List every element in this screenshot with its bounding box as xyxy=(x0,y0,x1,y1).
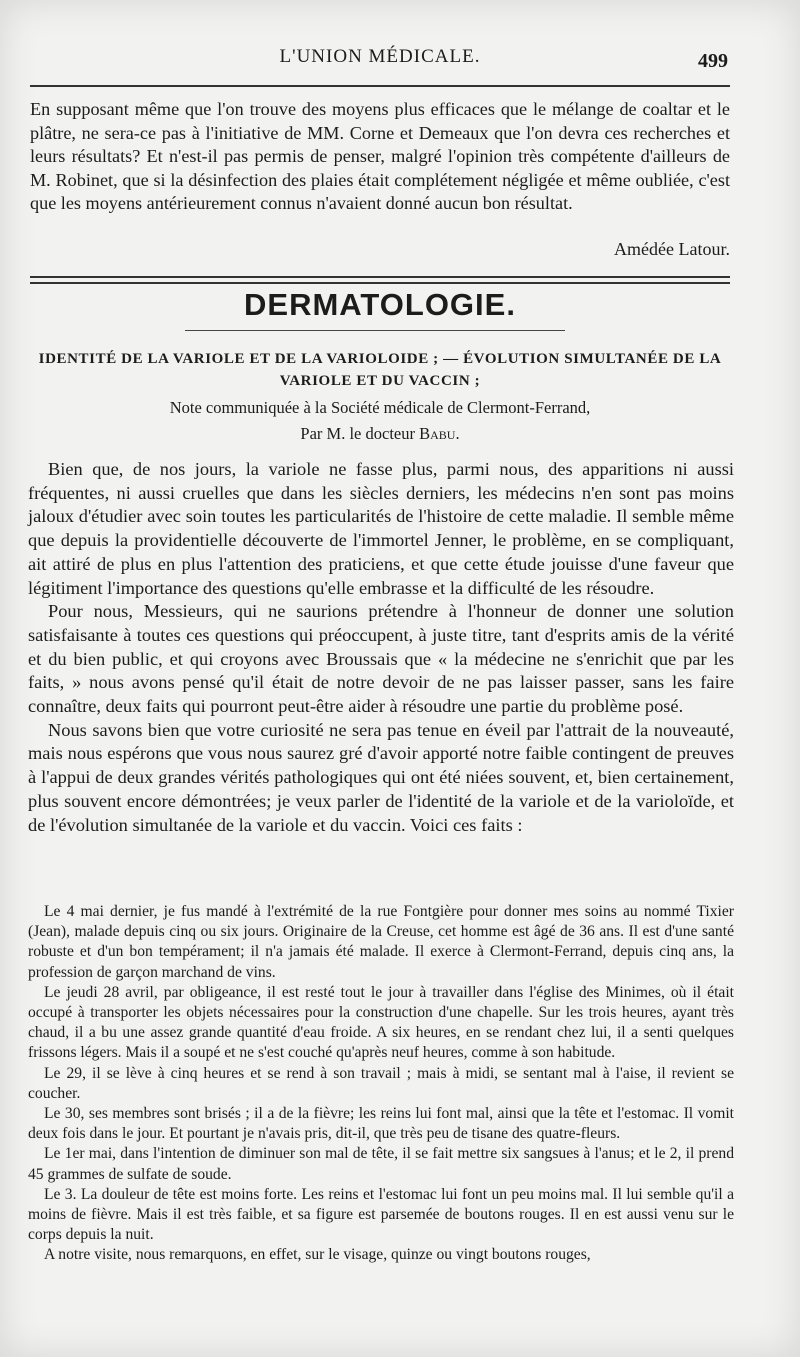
case-paragraph: Le 29, il se lève à cinq heures et se rend à son travail ; mais à midi, se sentant mal à l'aise, il revient se coucher. xyxy=(28,1064,734,1102)
case-paragraph: Le 4 mai dernier, je fus mandé à l'extrémité de la rue Fontgière pour donner mes soins au nommé Tixier (Jean), malade depuis cinq ou six jours. Originaire de la Creuse, cet homme est âgé de 36 ans. Il est d'une santé robuste et d'un bon tempérament; il n'a jamais été malade. Il exerce à Clermont-Ferrand, depuis cinq ans, la profession de garçon marchand de vins. xyxy=(28,903,734,981)
case-paragraph: Le 1er mai, dans l'intention de diminuer son mal de tête, il se fait mettre six sangsues à l'anus; et le 2, il prend 45 grammes de sulfate de soude. xyxy=(28,1145,734,1183)
journal-title: L'UNION MÉDICALE. xyxy=(279,46,481,67)
section-title: DERMATOLOGIE. xyxy=(244,287,516,322)
case-paragraph: Le 30, ses membres sont brisés ; il a de la fièvre; les reins lui font mal, ainsi que la tête et l'estomac. Il vomit deux fois dans le jour. Et pourtant je n'avais pris, dit-il, que très peu de tisane des quatre-fleurs. xyxy=(28,1105,734,1143)
article-title-line-2: VARIOLE ET DU VACCIN ; xyxy=(279,373,481,389)
page-number: 499 xyxy=(698,50,728,72)
body-paragraph: Pour nous, Messieurs, qui ne saurions prétendre à l'honneur de donner une solution satisfaisante à toutes ces questions qui préoccupent, à juste titre, tant d'esprits amis de la vérité et du bien public, et qui croyons avec Broussais que « la médecine ne s'enrichit que par les faits, » nous avons pensé qu'il était de notre devoir de ne pas laisser passer, sans les faire connaître, deux faits qui pourront peut-être aider à résoudre une partie du problème posé. xyxy=(28,601,734,717)
body-paragraph: Nous savons bien que votre curiosité ne sera pas tenue en éveil par l'attrait de la nouveauté, mais nous espérons que vous nous saurez gré d'avoir apporté notre faible contingent de preuves à l'appui de deux grandes vérités pathologiques qui ont été niées souvent, et, bien certainement, plus souvent encore démontrées; je veux parler de l'identité de la variole et de la varioloïde, et de l'évolution simultanée de la variole et du vaccin. Voici ces faits : xyxy=(28,719,734,835)
section-divider-bottom xyxy=(30,282,730,284)
article-body xyxy=(28,458,734,837)
running-head xyxy=(30,46,730,76)
author-name: Babu. xyxy=(419,424,460,443)
section-divider-top xyxy=(30,276,730,278)
article-title-line-1: IDENTITÉ DE LA VARIOLE ET DE LA VARIOLOIDE ; — ÉVOLUTION SIMULTANÉE DE LA xyxy=(38,351,722,367)
section-underline xyxy=(185,330,565,331)
author-prefix: Par M. le docteur xyxy=(300,424,415,443)
case-paragraph: Le 3. La douleur de tête est moins forte. Les reins et l'estomac lui font un peu moins mal. Il lui semble qu'il a moins de fièvre. Mais il est très faible, et sa figure est parsemée de boutons rouges. Il en est aussi venu sur le corps depuis la nuit. xyxy=(28,1185,734,1244)
intro-paragraph: En supposant même que l'on trouve des moyens plus efficaces que le mélange de coaltar et le plâtre, ne sera-ce pas à l'initiative de MM. Corne et Demeaux que l'on devra ces recherches et leurs résultats? Et n'est-il pas permis de penser, malgré l'opinion très compétente d'ailleurs de M. Robinet, que si la désinfection des plaies était complétement négligée et même oubliée, c'est que les moyens antérieurement connus n'avaient donné aucun bon résultat. xyxy=(30,99,730,214)
body-paragraph: Bien que, de nos jours, la variole ne fasse plus, parmi nous, des apparitions ni aussi fréquentes, ni aussi cruelles que dans les siècles derniers, les médecins n'en sont pas moins jaloux d'étudier avec soin toutes les particularités de l'histoire de cette maladie. Il semble même que depuis la providentielle découverte de l'immortel Jenner, le problème, en se compliquant, ait attiré de plus en plus l'attention des praticiens, et que cette étude jouisse d'une faveur que légitiment l'importance des questions qu'elle embrasse et la difficulté de les résoudre. xyxy=(28,459,734,598)
article-title xyxy=(30,348,730,392)
header-rule xyxy=(30,85,730,87)
signature: Amédée Latour. xyxy=(614,239,730,259)
case-report xyxy=(28,902,734,1266)
intro-text xyxy=(30,98,730,216)
article-note: Note communiquée à la Société médicale de Clermont-Ferrand, xyxy=(169,398,591,417)
case-paragraph: Le jeudi 28 avril, par obligeance, il est resté tout le jour à travailler dans l'église des Minimes, où il était occupé à transporter les objets nécessaires pour la construction d'une chapelle. Sur les trois heures, ayant très chaud, il a bu une assez grande quantité d'eau froide. A six heures, en se rendant chez lui, il a senti quelques frissons légers. Mais il a soupé et ne s'est couché qu'après neuf heures, comme à son habitude. xyxy=(28,983,734,1062)
article-author xyxy=(30,424,730,444)
case-paragraph: A notre visite, nous remarquons, en effet, sur le visage, quinze ou vingt boutons rouges, xyxy=(44,1246,591,1264)
